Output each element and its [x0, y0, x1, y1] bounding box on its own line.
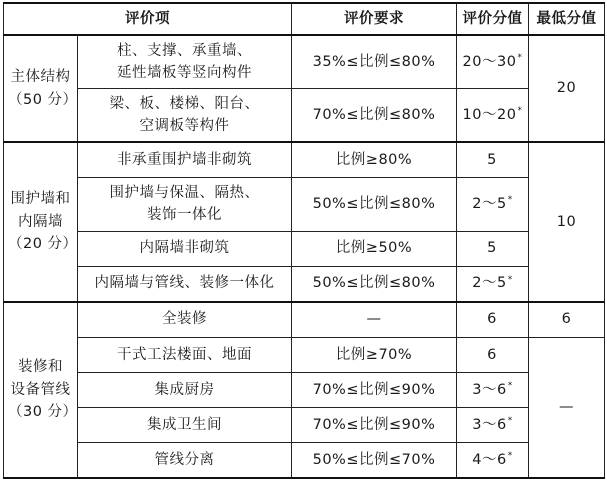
score-cell [457, 372, 529, 407]
score-star: * [507, 415, 513, 426]
score-value: 10～20 [462, 107, 517, 124]
item-cell: 集成卫生间 [78, 407, 292, 442]
category-line: （30 分） [8, 404, 78, 421]
item-cell: 内隔墙与管线、装修一体化 [78, 266, 292, 302]
category-line: 内隔墙 [18, 213, 63, 230]
header-item: 评价项 [4, 3, 292, 35]
score-value: 2～5 [472, 275, 507, 292]
score-value: 4～6 [472, 451, 507, 468]
requirement-cell: 比例≥70% [292, 337, 457, 372]
min-score-cell: 6 [529, 302, 605, 338]
category-cell [4, 35, 78, 142]
item-line: 柱、支撑、承重墙、 [117, 42, 252, 59]
item-cell: 全装修 [78, 302, 292, 338]
score-cell [457, 142, 529, 178]
score-value: 5 [487, 152, 497, 169]
item-cell: 非承重围护墙非砌筑 [78, 142, 292, 178]
requirement-cell: 比例≥50% [292, 231, 457, 266]
item-line: 空调板等构件 [139, 118, 230, 135]
table-row [4, 89, 605, 143]
table-row [4, 266, 605, 302]
score-star: * [517, 106, 523, 117]
table-row [4, 372, 605, 407]
requirement-cell: 比例≥80% [292, 142, 457, 178]
table-row [4, 178, 605, 231]
category-cell [4, 302, 78, 478]
item-cell: 干式工法楼面、地面 [78, 337, 292, 372]
header-score: 评价分值 [457, 3, 529, 35]
score-star: * [507, 195, 513, 206]
header-requirement: 评价要求 [292, 3, 457, 35]
score-value: 3～6 [472, 381, 507, 398]
table-row [4, 337, 605, 372]
category-line: 围护墙和 [10, 191, 71, 208]
score-cell [457, 231, 529, 266]
score-cell [457, 266, 529, 302]
score-value: 3～6 [472, 416, 507, 433]
requirement-cell: 70%≤比例≤90% [292, 407, 457, 442]
score-cell [457, 35, 529, 89]
table-row [4, 142, 605, 178]
item-cell [78, 89, 292, 143]
score-cell [457, 407, 529, 442]
item-line: 延性墙板等竖向构件 [117, 65, 252, 82]
table-row [4, 35, 605, 89]
score-cell [457, 89, 529, 143]
header-min-score: 最低分值 [529, 3, 605, 35]
score-value: 6 [487, 311, 497, 328]
item-cell [78, 178, 292, 231]
score-value: 2～5 [472, 196, 507, 213]
requirement-cell: 50%≤比例≤70% [292, 442, 457, 478]
score-cell [457, 178, 529, 231]
header-row [4, 3, 605, 35]
score-value: 5 [487, 240, 497, 257]
item-cell: 内隔墙非砌筑 [78, 231, 292, 266]
score-star: * [507, 274, 513, 285]
category-line: 设备管线 [10, 381, 71, 398]
requirement-cell: — [292, 302, 457, 338]
requirement-cell: 70%≤比例≤90% [292, 372, 457, 407]
min-score-cell: 20 [529, 35, 605, 142]
category-line: （20 分） [8, 236, 78, 253]
item-line: 装饰一体化 [147, 207, 222, 224]
score-value: 20～30 [462, 53, 517, 70]
score-value: 6 [487, 346, 497, 363]
category-line: （50 分） [8, 91, 78, 108]
item-cell: 集成厨房 [78, 372, 292, 407]
item-cell: 管线分离 [78, 442, 292, 478]
table-row [4, 442, 605, 478]
requirement-cell: 50%≤比例≤80% [292, 266, 457, 302]
category-cell [4, 142, 78, 301]
requirement-cell: 50%≤比例≤80% [292, 178, 457, 231]
min-score-cell: 10 [529, 142, 605, 301]
table-row [4, 302, 605, 338]
score-star: * [507, 450, 513, 461]
category-line: 装修和 [18, 359, 63, 376]
score-cell [457, 442, 529, 478]
score-cell [457, 337, 529, 372]
table-row [4, 231, 605, 266]
requirement-cell: 70%≤比例≤80% [292, 89, 457, 143]
item-cell [78, 35, 292, 89]
evaluation-table [3, 2, 605, 479]
item-line: 梁、板、楼梯、阳台、 [109, 95, 260, 112]
table-row [4, 407, 605, 442]
item-line: 围护墙与保温、隔热、 [109, 185, 260, 202]
category-line: 主体结构 [10, 69, 71, 86]
requirement-cell: 35%≤比例≤80% [292, 35, 457, 89]
score-cell [457, 302, 529, 338]
score-star: * [517, 53, 523, 64]
min-score-cell: — [529, 337, 605, 478]
score-star: * [507, 380, 513, 391]
